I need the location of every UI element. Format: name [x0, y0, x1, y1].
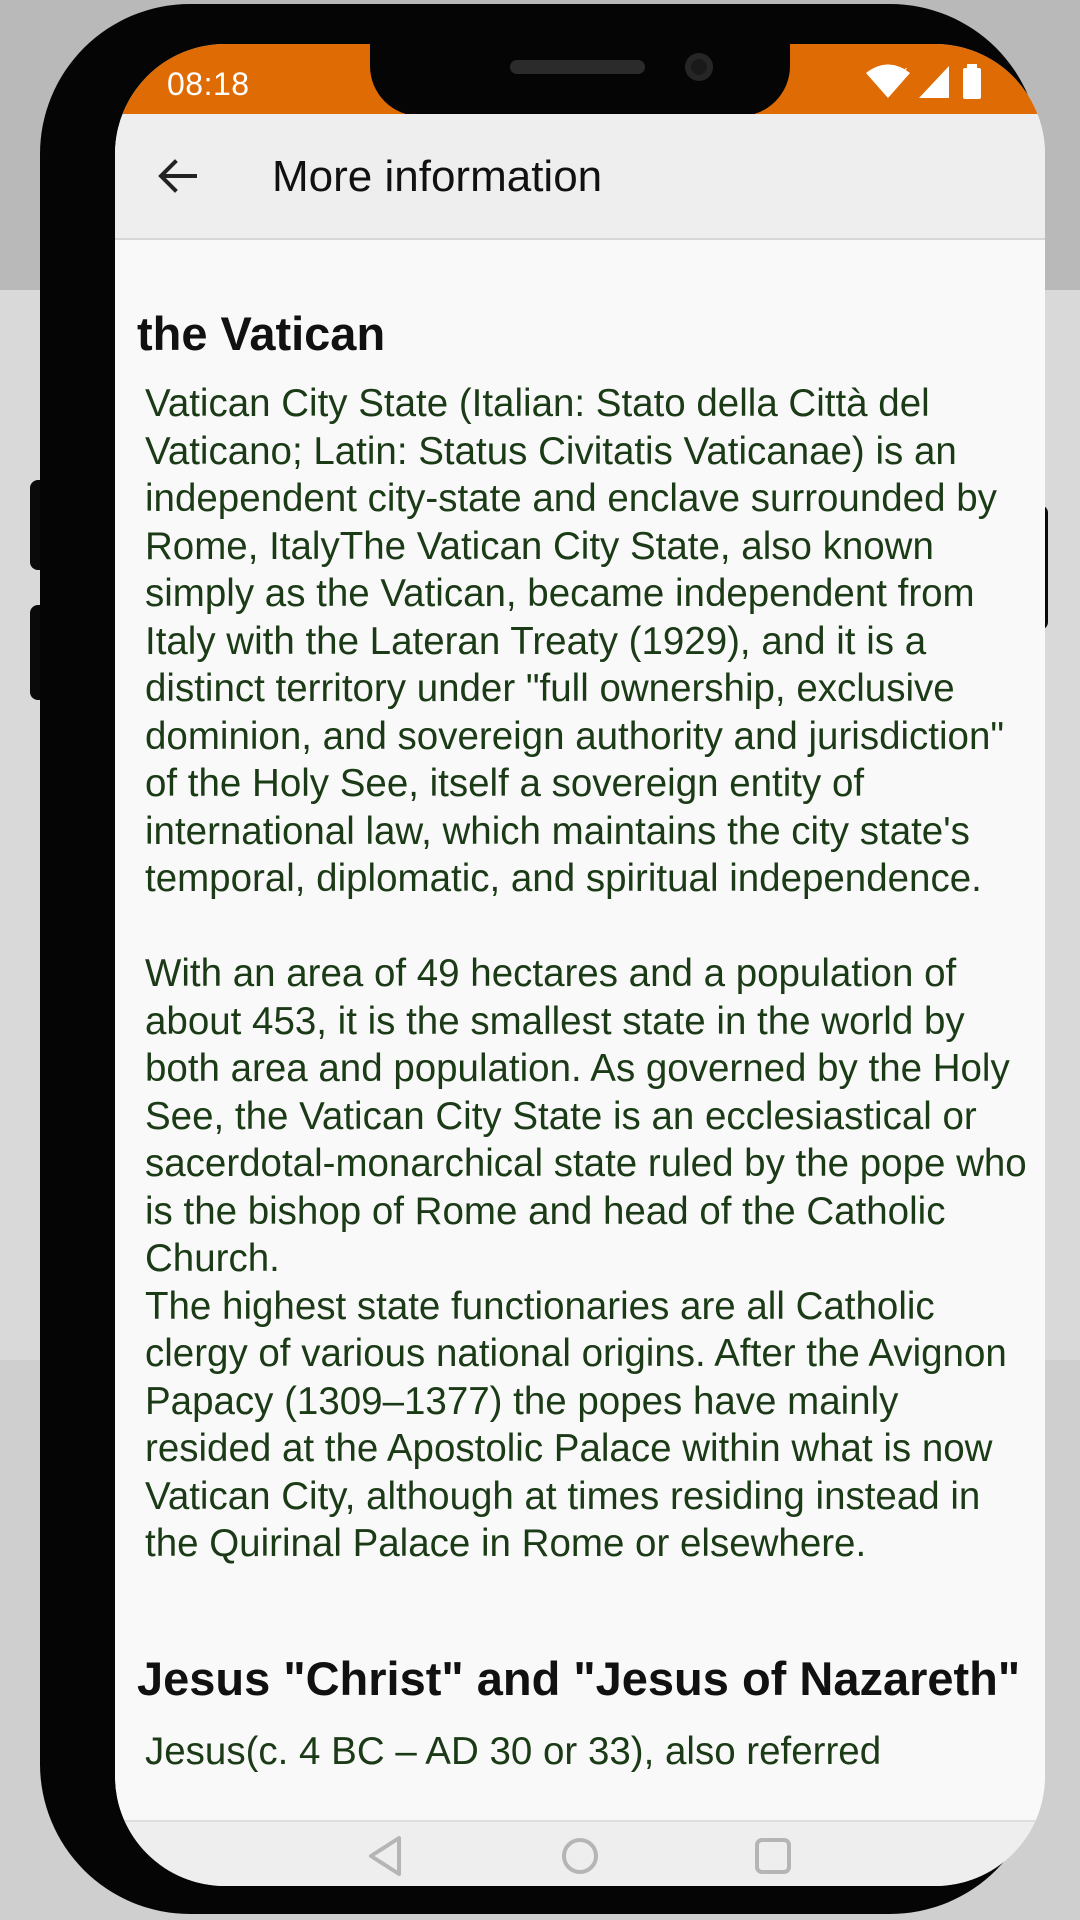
navigation-bar [115, 1820, 1045, 1886]
section-title-jesus: Jesus "Christ" and "Jesus of Nazareth" [137, 1652, 1021, 1705]
signal-icon [917, 64, 951, 100]
svg-text:x: x [901, 64, 908, 77]
section-title-vatican: the Vatican [137, 307, 386, 360]
battery-icon [961, 64, 983, 100]
front-camera [685, 53, 713, 81]
status-time: 08:18 [167, 66, 250, 102]
wifi-icon [865, 64, 911, 100]
nav-back-triangle-icon[interactable] [363, 1832, 411, 1880]
camera-notch [370, 44, 790, 116]
arrow-left-icon[interactable] [155, 154, 199, 198]
section-body-vatican: Vatican City State (Italian: Stato della Città del Vaticano; Latin: Status Civitatis Vaticanae) is an independent city-state and enclave surrounded by Rome, ItalyThe Vatican City State, also known simply as the Vatican, became independent from Italy with the Lateran Treaty (1929), and it is a distinct territory under "full ownership, exclusive dominion, and sovereign authority and jurisdiction" of the Holy See, itself a sovereign entity of international law, which maintains the city state's temporal, diplomatic, and spiritual independence. With an area of 49 hectares and a population of about 453, it is the smallest state in the world by both area and population. As governed by the Holy See, the Vatican City State is an ecclesiastical or sacerdotal-monarchical state ruled by the pope who is the bishop of Rome and head of the Catholic Church. The highest state functionaries are all Catholic clergy of various national origins. After the Avignon Papacy (1309–1377) the popes have mainly resided at the Apostolic Palace within what is now Vatican City, although at times residing instead in the Quirinal Palace in Rome or elsewhere. [145, 382, 1027, 1565]
nav-recents-square-icon[interactable] [749, 1832, 797, 1880]
page-title: More information [272, 152, 603, 201]
app-bar [115, 114, 1045, 240]
earpiece-speaker [510, 60, 645, 74]
phone-screen [115, 44, 1045, 1886]
section-body-jesus: Jesus(c. 4 BC – AD 30 or 33), also referred [145, 1730, 882, 1773]
phone-frame [40, 4, 1040, 1914]
nav-home-circle-icon[interactable] [556, 1832, 604, 1880]
status-icons [865, 64, 1005, 100]
content-scroll-area[interactable] [115, 240, 1045, 1820]
